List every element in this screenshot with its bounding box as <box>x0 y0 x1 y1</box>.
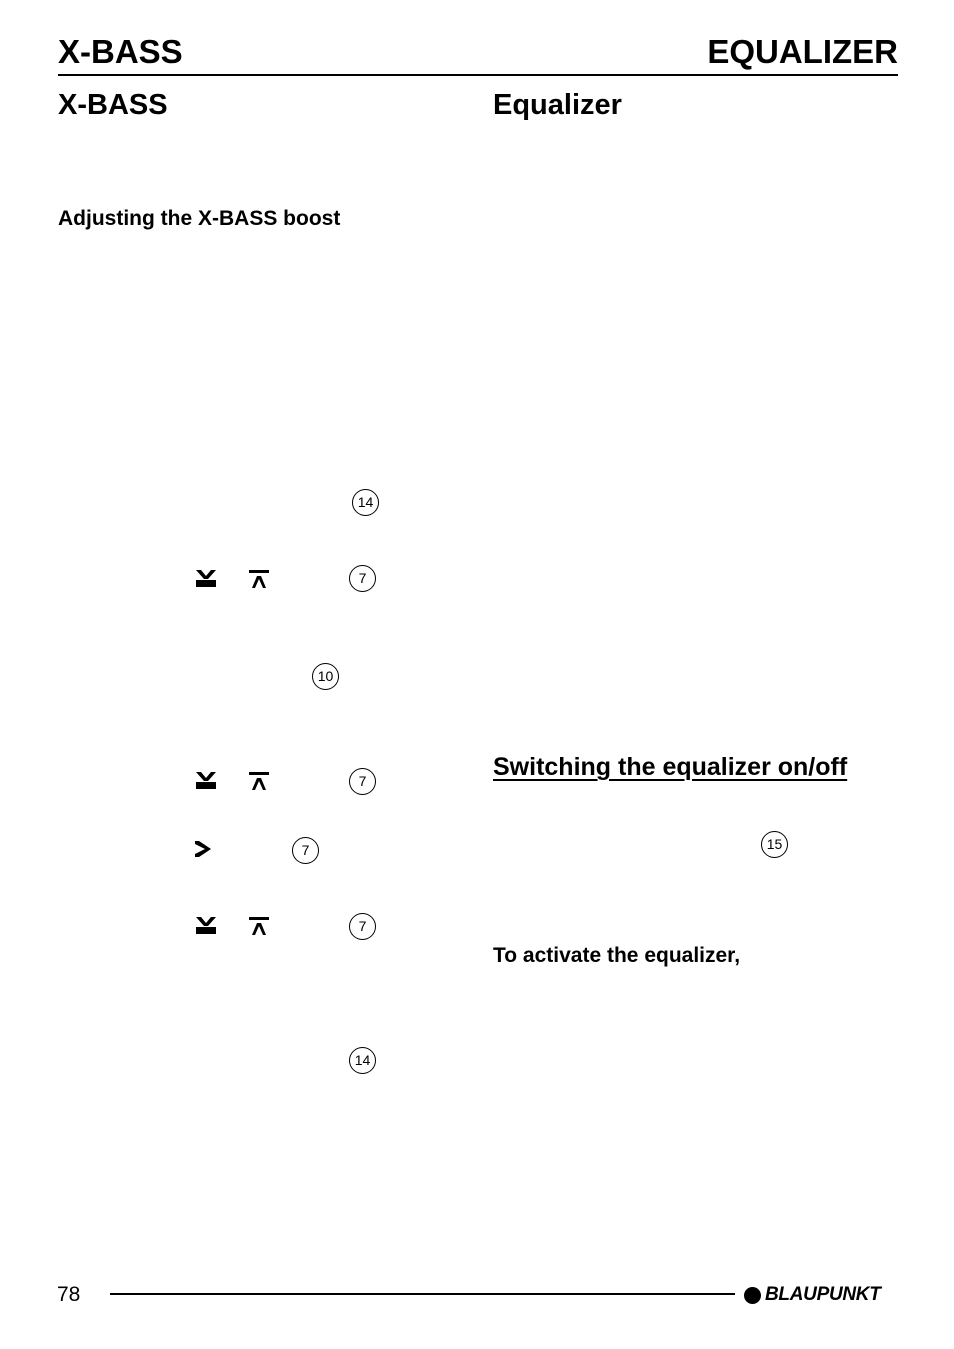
marker-circle: 7 <box>349 565 376 592</box>
up-arrow-key-icon <box>247 569 271 589</box>
footer-rule <box>110 1293 735 1295</box>
brand-name: BLAUPUNKT <box>765 1284 881 1305</box>
header-left-title: X-BASS <box>58 33 183 70</box>
up-arrow-key-icon <box>247 771 271 791</box>
down-arrow-key-icon <box>194 569 218 589</box>
down-arrow-key-icon <box>194 771 218 791</box>
page-number: 78 <box>57 1283 81 1306</box>
up-arrow-key-icon <box>247 916 271 936</box>
brand-logo <box>744 1283 881 1307</box>
marker-circle: 7 <box>292 837 319 864</box>
header-right-title: EQUALIZER <box>707 33 898 70</box>
right-arrow-key-icon <box>193 839 217 859</box>
brand-dot-icon <box>744 1287 761 1304</box>
header-rule <box>58 74 898 76</box>
down-arrow-key-icon <box>194 916 218 936</box>
marker-circle: 7 <box>349 913 376 940</box>
equalizer-section-title: Equalizer <box>493 89 622 121</box>
marker-circle: 14 <box>349 1047 376 1074</box>
xbass-boost-subheading: Adjusting the X-BASS boost <box>58 207 341 230</box>
xbass-section-title: X-BASS <box>58 89 168 121</box>
marker-circle: 7 <box>349 768 376 795</box>
marker-circle: 15 <box>761 831 788 858</box>
marker-circle: 14 <box>352 489 379 516</box>
switch-equalizer-subheading: Switching the equalizer on/off <box>493 753 848 781</box>
activate-equalizer-text: To activate the equalizer, <box>493 944 741 967</box>
marker-circle: 10 <box>312 663 339 690</box>
